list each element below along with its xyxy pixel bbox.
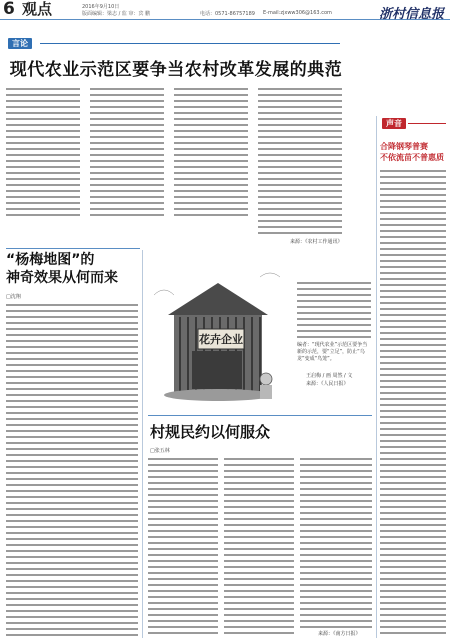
- main-article-column-3: [174, 86, 248, 216]
- sidebar-title-line-2: 不依流苗不普惠质: [380, 153, 444, 162]
- cartoon-shop-sign: 花卉企业: [199, 333, 243, 346]
- section-title: 观点: [22, 0, 53, 18]
- village-article-byline: □张五林: [150, 448, 170, 454]
- sidebar-body: [380, 168, 446, 634]
- cartoon-caption-body: [297, 280, 371, 340]
- main-article-column-2: [90, 86, 164, 216]
- village-article-column-1: [148, 456, 218, 636]
- village-article-column-2: [224, 456, 294, 636]
- sidebar-tag-voice: 声音: [382, 118, 406, 129]
- sidebar-tag-line: [408, 123, 446, 124]
- map-article-divider: [6, 248, 140, 249]
- cartoon-credit: 王启梅 / 画 周然 / 文: [306, 373, 353, 379]
- editors: 版面编辑：梁志 / 监 审：宾 鹏: [82, 11, 151, 17]
- email-address: E-mail:zjxww306@163.com: [263, 10, 332, 16]
- masthead: 浙村信息报: [378, 7, 444, 22]
- phone-number: 电话：0571-86757189: [200, 11, 255, 17]
- tag-divider: [40, 43, 340, 44]
- map-article-title-line-2: 神奇效果从何而来: [6, 270, 118, 286]
- page-number: 6: [3, 0, 15, 19]
- main-article-source: 来源：《农村工作通讯》: [290, 239, 343, 245]
- main-headline: 现代农业示范区要争当农村改革发展的典范: [9, 60, 343, 80]
- column-divider: [142, 250, 143, 638]
- sidebar-title-line-1: 合降钢琴普赛: [380, 142, 428, 151]
- village-article-headline: 村规民约以何服众: [150, 423, 271, 441]
- cartoon-illustration: [148, 255, 288, 413]
- main-article-column-4: [258, 86, 342, 236]
- cartoon-source: 来源：《人民日报》: [306, 381, 349, 387]
- village-article-source: 来源：《南方日报》: [318, 631, 361, 637]
- village-article-divider: [148, 415, 372, 416]
- map-article-body: [6, 302, 138, 636]
- section-tag-opinion: 言论: [8, 38, 32, 49]
- sidebar-divider: [376, 116, 377, 638]
- village-article-column-3: [300, 456, 372, 628]
- issue-date: 2016年9月10日: [82, 4, 120, 10]
- map-article-byline: □沈翔: [6, 294, 21, 300]
- page-header: [0, 0, 450, 20]
- cartoon-caption: 编者：“现代农业”示范区要争当新的示范，要“立足”，防止“乌龙”变成“鸟笼”。: [297, 342, 368, 362]
- main-article-column-1: [6, 86, 80, 216]
- map-article-title-line-1: “杨梅地图”的: [6, 252, 95, 268]
